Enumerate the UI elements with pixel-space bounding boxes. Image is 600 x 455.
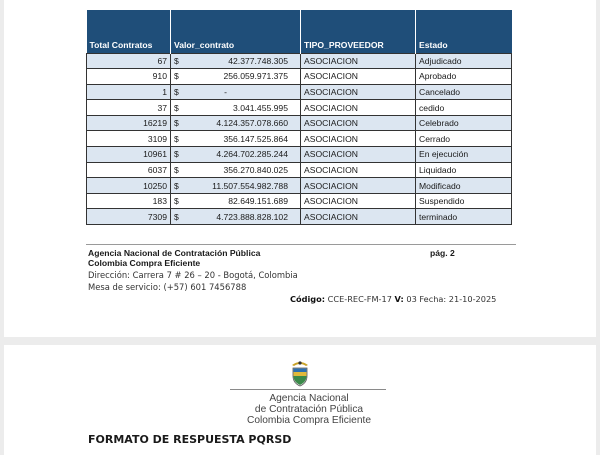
- logo-divider: [230, 389, 386, 390]
- amount: -: [224, 86, 227, 97]
- next-document-page: [4, 345, 596, 455]
- cell-tipo: ASOCIACION: [301, 209, 416, 225]
- currency-symbol: $: [174, 164, 179, 175]
- amount: 256.059.971.375: [223, 71, 288, 82]
- cell-estado: Liquidado: [416, 162, 512, 178]
- table-row: [87, 115, 512, 131]
- table-row: [87, 147, 512, 163]
- currency-symbol: $: [174, 71, 179, 82]
- cell-total: 1: [87, 84, 171, 100]
- cell-valor: [171, 147, 301, 163]
- code-label: Código:: [290, 294, 326, 304]
- cell-valor: [171, 53, 301, 69]
- cell-total: 6037: [87, 162, 171, 178]
- cell-estado: Modificado: [416, 178, 512, 194]
- currency-symbol: $: [174, 196, 179, 207]
- cell-valor: [171, 178, 301, 194]
- table-row: [87, 209, 512, 225]
- footer-address: Dirección: Carrera 7 # 26 – 20 - Bogotá, Colombia: [88, 270, 298, 280]
- cell-total: 7309: [87, 209, 171, 225]
- column-header-estado: Estado: [416, 10, 512, 53]
- currency-symbol: $: [174, 211, 179, 222]
- cell-valor: [171, 100, 301, 116]
- footer-subtitle: Colombia Compra Eficiente: [88, 258, 201, 268]
- table-row: [87, 178, 512, 194]
- currency-symbol: $: [174, 149, 179, 160]
- cell-tipo: ASOCIACION: [301, 162, 416, 178]
- amount: 3.041.455.995: [233, 102, 288, 113]
- cell-total: 37: [87, 100, 171, 116]
- cell-valor: [171, 84, 301, 100]
- column-header-valor: Valor_contrato: [171, 10, 301, 53]
- amount: 11.507.554.982.788: [212, 180, 288, 191]
- cell-tipo: ASOCIACION: [301, 131, 416, 147]
- cell-estado: Adjudicado: [416, 53, 512, 69]
- cell-total: 67: [87, 53, 171, 69]
- cell-valor: [171, 162, 301, 178]
- agency-logo: [224, 359, 394, 429]
- table-row: [87, 193, 512, 209]
- date-value: 21-10-2025: [448, 294, 497, 304]
- footer-document-code: [290, 294, 496, 304]
- cell-estado: Cancelado: [416, 84, 512, 100]
- cell-total: 10961: [87, 147, 171, 163]
- column-header-total: Total Contratos: [87, 10, 171, 53]
- cell-estado: Cerrado: [416, 131, 512, 147]
- cell-estado: En ejecución: [416, 147, 512, 163]
- page-number: pág. 2: [430, 248, 455, 258]
- cell-total: 16219: [87, 115, 171, 131]
- table-row: [87, 162, 512, 178]
- currency-symbol: $: [174, 55, 179, 66]
- logo-line-2: de Contratación Pública: [254, 404, 364, 415]
- amount: 356.270.840.025: [223, 164, 288, 175]
- contracts-table: [86, 10, 512, 225]
- form-title: FORMATO DE RESPUESTA PQRSD: [88, 433, 292, 446]
- currency-symbol: $: [174, 118, 179, 129]
- cell-total: 910: [87, 69, 171, 85]
- date-label: Fecha:: [419, 294, 447, 304]
- cell-tipo: ASOCIACION: [301, 178, 416, 194]
- currency-symbol: $: [174, 133, 179, 144]
- version-label: V:: [394, 294, 404, 304]
- cell-total: 183: [87, 193, 171, 209]
- colombia-coat-of-arms-icon: [286, 359, 314, 387]
- cell-total: 3109: [87, 131, 171, 147]
- version-value: 03: [406, 294, 417, 304]
- currency-symbol: $: [174, 102, 179, 113]
- cell-valor: [171, 115, 301, 131]
- cell-tipo: ASOCIACION: [301, 100, 416, 116]
- table-header-row: [87, 10, 512, 53]
- table-row: [87, 69, 512, 85]
- cell-estado: Aprobado: [416, 69, 512, 85]
- document-page: [4, 0, 596, 337]
- cell-estado: Suspendido: [416, 193, 512, 209]
- amount: 4.723.888.828.102: [216, 211, 288, 222]
- column-header-tipo: TIPO_PROVEEDOR: [301, 10, 416, 53]
- cell-tipo: ASOCIACION: [301, 69, 416, 85]
- cell-estado: cedido: [416, 100, 512, 116]
- cell-tipo: ASOCIACION: [301, 193, 416, 209]
- footer-agency: Agencia Nacional de Contratación Pública: [88, 248, 261, 258]
- cell-tipo: ASOCIACION: [301, 84, 416, 100]
- logo-line-1: Agencia Nacional: [269, 393, 349, 404]
- cell-valor: [171, 193, 301, 209]
- amount: 82.649.151.689: [228, 196, 288, 207]
- logo-line-3: Colombia Compra Eficiente: [246, 415, 371, 426]
- code-value: CCE-REC-FM-17: [327, 294, 392, 304]
- amount: 356.147.525.864: [223, 133, 288, 144]
- cell-tipo: ASOCIACION: [301, 147, 416, 163]
- table-row: [87, 131, 512, 147]
- currency-symbol: $: [174, 180, 179, 191]
- footer-service-desk: Mesa de servicio: (+57) 601 7456788: [88, 282, 247, 292]
- cell-tipo: ASOCIACION: [301, 115, 416, 131]
- cell-estado: Celebrado: [416, 115, 512, 131]
- amount: 4.124.357.078.660: [216, 118, 288, 129]
- cell-tipo: ASOCIACION: [301, 53, 416, 69]
- cell-total: 10250: [87, 178, 171, 194]
- cell-valor: [171, 209, 301, 225]
- currency-symbol: $: [174, 86, 179, 97]
- amount: 42.377.748.305: [228, 55, 288, 66]
- table-row: [87, 100, 512, 116]
- amount: 4.264.702.285.244: [216, 149, 288, 160]
- cell-valor: [171, 131, 301, 147]
- table-row: [87, 53, 512, 69]
- cell-estado: terminado: [416, 209, 512, 225]
- footer-divider: [86, 244, 516, 245]
- table-row: [87, 84, 512, 100]
- cell-valor: [171, 69, 301, 85]
